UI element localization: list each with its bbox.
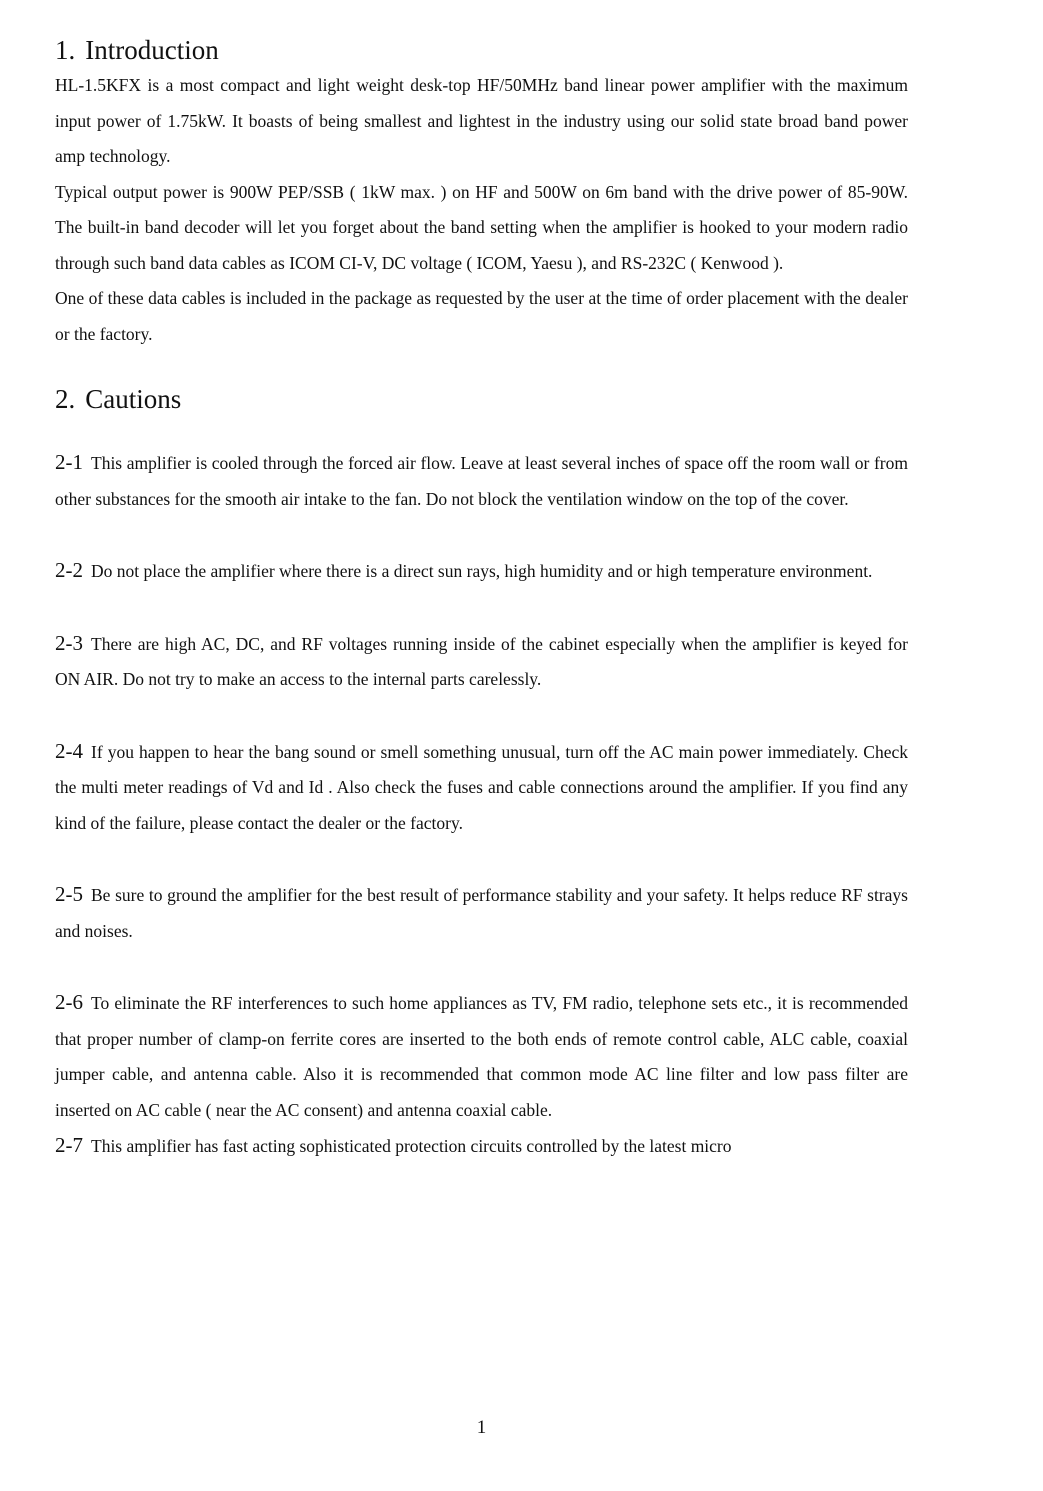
caution-number: 2-5 — [55, 882, 83, 906]
caution-text: To eliminate the RF interferences to such home appliances as TV, FM radio, telephone sets etc., it is recommended that proper number of clamp-on ferrite cores are inserted to the both ends of remote control cable, ALC cable, coaxial jumper cable, and antenna cable. Also it is recommended that common mode AC line filter and low pass filter are inserted on AC cable ( near the AC consent) and antenna coaxial cable. — [55, 993, 908, 1120]
section-number: 2. — [55, 384, 76, 414]
caution-number: 2-7 — [55, 1133, 83, 1157]
caution-number: 2-4 — [55, 738, 83, 763]
caution-number: 2-2 — [55, 558, 83, 582]
caution-number: 2-3 — [55, 630, 83, 655]
intro-paragraph: One of these data cables is included in the package as requested by the user at the time of order placement with the dealer or the factory. — [55, 288, 908, 344]
caution-text: If you happen to hear the bang sound or smell something unusual, turn off the AC main power immediately. Check the multi meter readings of Vd and Id . Also check the fuses and cable connections around the amplifier. If you find any kind of the failure, please contact the dealer or the factory. — [55, 741, 908, 833]
section-title: Cautions — [85, 384, 182, 414]
section-title: Introduction — [85, 35, 219, 65]
caution-number: 2-6 — [55, 990, 83, 1014]
caution-text: This amplifier has fast acting sophisticated protection circuits controlled by the latest micro — [91, 1136, 732, 1156]
caution-text: There are high AC, DC, and RF voltages running inside of the cabinet especially when the amplifier is keyed for ON AIR. Do not try to make an access to the internal parts carelessly. — [55, 633, 908, 689]
intro-paragraph: HL-1.5KFX is a most compact and light weight desk-top HF/50MHz band linear power amplifier with the maximum input power of 1.75kW. It boasts of being smallest and lightest in the industry using our solid state broad band power amp technology. — [55, 75, 908, 166]
section-number: 1. — [55, 35, 76, 65]
intro-paragraph: Typical output power is 900W PEP/SSB ( 1kW max. ) on HF and 500W on 6m band with the drive power of 85-90W. The built-in band decoder will let you forget about the band setting when the amplifier is hooked to your modern radio through such band data cables as ICOM CI-V, DC voltage ( ICOM, Yaesu ), and RS-232C ( Kenwood ). — [55, 181, 908, 273]
caution-item — [55, 734, 908, 842]
caution-text: Do not place the amplifier where there is a direct sun rays, high humidity and or high temperature environment. — [91, 561, 873, 581]
caution-item — [55, 553, 908, 590]
caution-item — [55, 1128, 908, 1165]
section-heading-cautions — [55, 381, 908, 417]
section-heading-introduction — [55, 32, 908, 68]
caution-text: Be sure to ground the amplifier for the best result of performance stability and your safety. It helps reduce RF strays and noises. — [55, 885, 908, 941]
caution-number: 2-1 — [55, 450, 83, 474]
page-number: 1 — [476, 1417, 487, 1438]
document-page — [55, 32, 908, 1165]
caution-item — [55, 877, 908, 949]
caution-item — [55, 626, 908, 698]
caution-item — [55, 985, 908, 1128]
caution-item — [55, 445, 908, 517]
caution-text: This amplifier is cooled through the forced air flow. Leave at least several inches of space off the room wall or from other substances for the smooth air intake to the fan. Do not block the ventilation window on the top of the cover. — [55, 453, 908, 509]
